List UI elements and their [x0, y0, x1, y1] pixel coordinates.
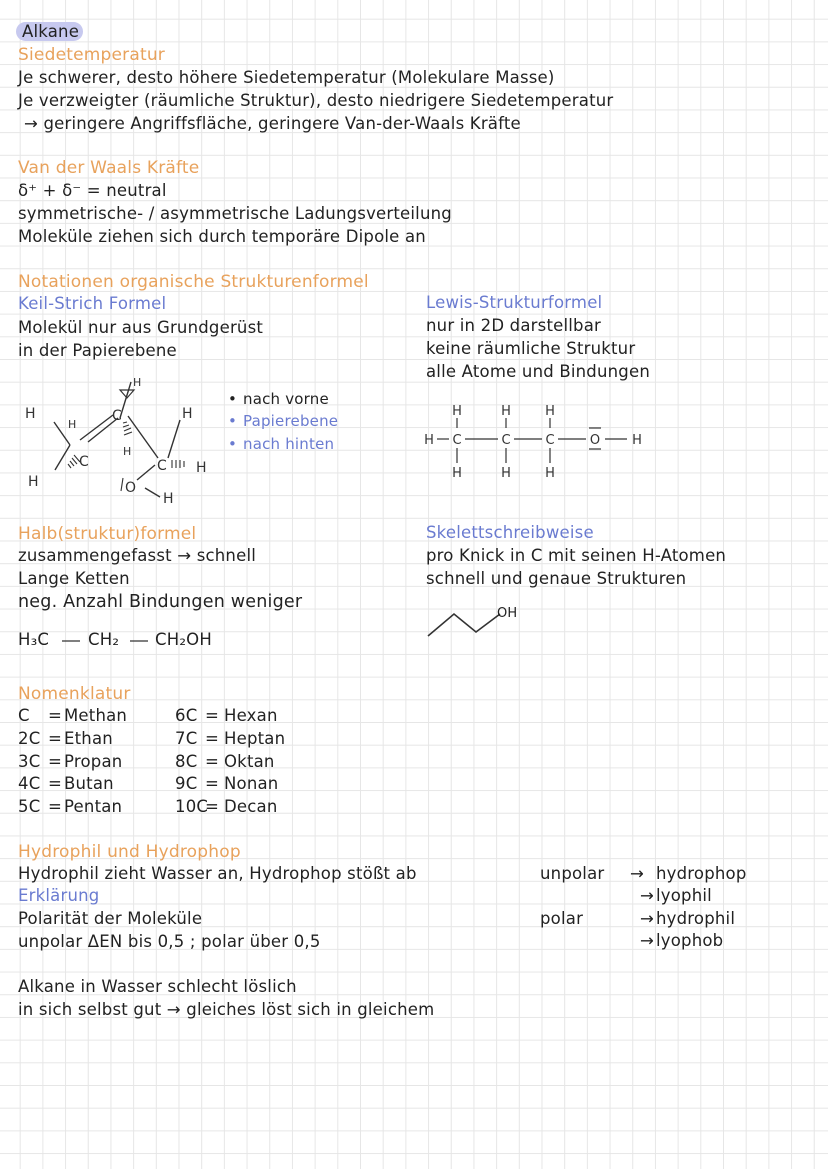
atom-h: H	[196, 460, 207, 476]
atom-h: H	[452, 404, 462, 419]
lewis-structure	[415, 395, 685, 485]
list-item: Propan	[64, 752, 123, 771]
keil-line-1: Molekül nur aus Grundgerüst	[18, 318, 264, 337]
atom-c: C	[112, 408, 122, 424]
list-item: 8C	[175, 752, 198, 771]
hydro-line-4: Alkane in Wasser schlecht löslich	[18, 977, 297, 996]
list-item: =	[48, 797, 63, 816]
keil-line-2: in der Papierebene	[18, 341, 177, 360]
atom-h: H	[632, 433, 642, 448]
atom-c: C	[157, 458, 167, 474]
page-title: Alkane	[22, 22, 83, 42]
list-item: Oktan	[224, 752, 275, 771]
hydro-line-5: in sich selbst gut → gleiches löst sich in gleichem	[18, 1000, 435, 1019]
hydro-r4: lyophob	[656, 931, 724, 950]
atom-h: H	[545, 466, 555, 481]
list-item: 2C	[18, 729, 41, 748]
list-item: Pentan	[64, 797, 123, 816]
hydro-r1: hydrophop	[656, 864, 747, 883]
atom-c: C	[501, 433, 511, 448]
list-item: Nonan	[224, 774, 279, 793]
keil-heading: Keil-Strich Formel	[18, 294, 167, 313]
halb-line-2: Lange Ketten	[18, 569, 130, 588]
notation-heading: Notationen organische Strukturenformel	[18, 272, 369, 292]
atom-h: H	[133, 376, 142, 389]
list-item: C	[18, 706, 30, 725]
arrow-icon: →	[630, 864, 645, 883]
hydro-line-1: Hydrophil zieht Wasser an, Hydrophop stößt ab	[18, 864, 417, 883]
list-item: 7C	[175, 729, 198, 748]
legend-dot-icon: •	[228, 435, 238, 453]
list-item: 3C	[18, 752, 41, 771]
atom-h: H	[501, 404, 511, 419]
list-item: Ethan	[64, 729, 113, 748]
atom-h: H	[182, 406, 193, 422]
halb-bonds	[0, 630, 260, 650]
legend-dot-icon: •	[228, 412, 238, 430]
skelett-line-2: schnell und genaue Strukturen	[426, 569, 687, 588]
skelett-line-1: pro Knick in C mit seinen H-Atomen	[426, 546, 727, 565]
list-item: =	[205, 706, 220, 725]
list-item: Butan	[64, 774, 114, 793]
hydro-r3: hydrophil	[656, 909, 736, 928]
atom-h: H	[424, 433, 434, 448]
atom-h: H	[25, 406, 36, 422]
siede-line-1: Je schwerer, desto höhere Siedetemperatur (Molekulare Masse)	[18, 68, 555, 87]
atom-h: H	[28, 474, 39, 490]
nomenklatur-heading: Nomenklatur	[18, 684, 131, 704]
list-item: Decan	[224, 797, 278, 816]
vdw-line-3: Moleküle ziehen sich durch temporäre Dipole an	[18, 227, 426, 246]
arrow-icon: →	[640, 931, 655, 950]
halb-heading: Halb(struktur)formel	[18, 524, 197, 544]
erklaerung-heading: Erklärung	[18, 886, 100, 905]
siede-line-3: → geringere Angriffsfläche, geringere Van-der-Waals Kräfte	[24, 114, 521, 133]
atom-h: H	[123, 445, 132, 458]
arrow-icon: →	[640, 909, 655, 928]
list-item: =	[205, 774, 220, 793]
list-item: 5C	[18, 797, 41, 816]
list-item: =	[48, 752, 63, 771]
list-item: =	[48, 729, 63, 748]
list-item: 6C	[175, 706, 198, 725]
halb-line-3: neg. Anzahl Bindungen weniger	[18, 592, 303, 612]
arrow-icon: →	[640, 886, 655, 905]
vdw-line-1: δ⁺ + δ⁻ = neutral	[18, 181, 167, 200]
atom-o: O	[125, 480, 137, 496]
hydro-r2: lyophil	[656, 886, 712, 905]
list-item: =	[205, 729, 220, 748]
halb-formula-c: CH₂OH	[155, 630, 212, 649]
list-item: 4C	[18, 774, 41, 793]
siede-line-2: Je verzweigter (räumliche Struktur), desto niedrigere Siedetemperatur	[18, 91, 614, 110]
skelett-oh-label: OH	[497, 606, 518, 621]
atom-h: H	[163, 491, 174, 507]
halb-formula-a: H₃C	[18, 630, 50, 649]
halb-formula-b: CH₂	[88, 630, 120, 649]
lewis-line-2: keine räumliche Struktur	[426, 339, 636, 358]
list-item: Heptan	[224, 729, 286, 748]
list-item: =	[48, 774, 63, 793]
list-item: 10C	[175, 797, 209, 816]
atom-c: C	[545, 433, 555, 448]
vdw-heading: Van der Waals Kräfte	[18, 158, 200, 178]
atom-h: H	[501, 466, 511, 481]
atom-c: C	[452, 433, 462, 448]
siede-heading: Siedetemperatur	[18, 45, 165, 65]
atom-h: H	[452, 466, 462, 481]
hydro-heading: Hydrophil und Hydrophop	[18, 842, 241, 862]
lewis-heading: Lewis-Strukturformel	[426, 293, 603, 312]
lewis-line-1: nur in 2D darstellbar	[426, 316, 602, 335]
list-item: Hexan	[224, 706, 278, 725]
vdw-line-2: symmetrische- / asymmetrische Ladungsverteilung	[18, 204, 452, 223]
legend-nach-hinten: nach hinten	[243, 435, 335, 453]
unpolar-label: unpolar	[540, 864, 605, 883]
lewis-line-3: alle Atome und Bindungen	[426, 362, 650, 381]
atom-c: C	[79, 454, 89, 470]
hydro-line-2: Polarität der Moleküle	[18, 909, 203, 928]
atom-o: O	[589, 433, 601, 448]
hydro-line-3: unpolar ΔEN bis 0,5 ; polar über 0,5	[18, 932, 321, 951]
list-item: Methan	[64, 706, 128, 725]
skeletal-formula	[420, 598, 540, 648]
list-item: =	[205, 797, 220, 816]
skelett-heading: Skelettschreibweise	[426, 523, 594, 542]
atom-h: H	[545, 404, 555, 419]
legend-dot-icon: •	[228, 390, 238, 408]
atom-h: H	[68, 418, 77, 431]
list-item: 9C	[175, 774, 198, 793]
halb-line-1: zusammengefasst → schnell	[18, 546, 257, 565]
legend-papierebene: Papierebene	[243, 412, 339, 430]
list-item: =	[48, 706, 63, 725]
list-item: =	[205, 752, 220, 771]
polar-label: polar	[540, 909, 584, 928]
legend-nach-vorne: nach vorne	[243, 390, 329, 408]
